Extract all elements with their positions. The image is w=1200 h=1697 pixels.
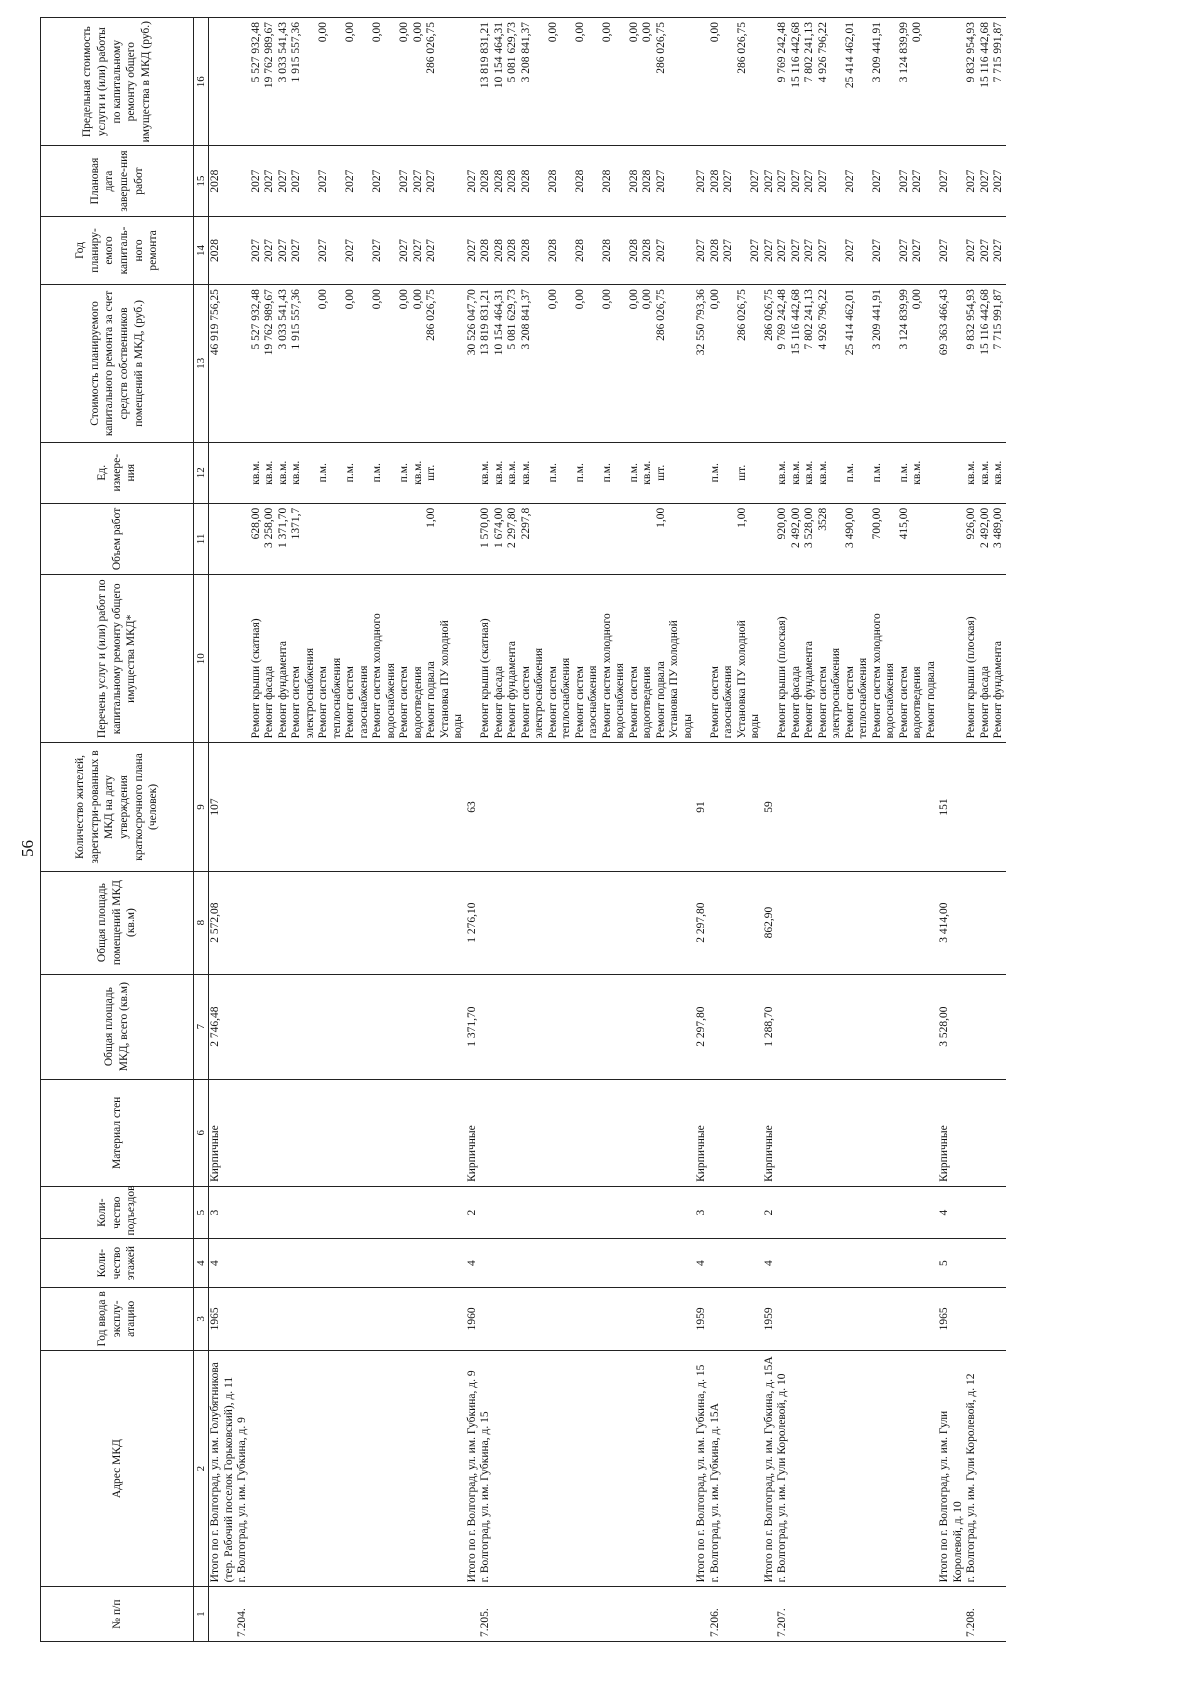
table-cell [479,1079,695,1186]
table-cell: 46 919 756,25 [209,285,237,443]
table-cell: 3 [209,1186,237,1239]
column-header: Год ввода в эксплу-атацию [41,1287,194,1350]
table-cell: г. Волгоград, ул. им. Гули Королевой, д. 12 [965,1350,1006,1587]
table-cell [466,18,480,146]
table-cell: 5 527 932,48 19 762 989,67 3 033 541,43 1 915 557,36 0,00 0,00 0,00 0,00 0,00 286 026,75 [250,285,466,443]
table-cell: 1959 [695,1287,709,1350]
table-row [938,18,965,1642]
column-number: 5 [194,1186,209,1239]
capital-repair-table [40,17,1006,1642]
table-cell [965,871,1006,974]
table-cell: 1960 [466,1287,480,1350]
table-cell: 1965 [209,1287,237,1350]
column-number: 7 [194,974,209,1079]
column-number: 10 [194,575,209,743]
table-cell: 926,00 2 492,00 3 489,00 [965,503,1006,574]
column-header: Коли-чество подъездов [41,1186,194,1239]
table-row [466,18,480,1642]
table-cell: Итого по г. Волгоград, ул. им. Голубятникова (тер. Рабочий поселок Горьковский), д. 11 [209,1350,237,1587]
table-cell: 2 746,48 [209,974,237,1079]
table-row [236,18,250,1642]
table-cell: 32 550 793,36 [695,285,709,443]
table-cell [776,1287,938,1350]
table-cell [209,18,237,146]
table-cell [709,1186,763,1239]
table-cell: 0,00 286 026,75 [709,285,763,443]
table-cell: 9 832 954,93 15 116 442,68 7 715 991,87 [965,18,1006,146]
column-number: 8 [194,871,209,974]
table-cell [776,974,938,1079]
table-cell [236,285,250,443]
table-cell: Кирпичные [763,1079,777,1186]
table-cell [763,503,777,574]
table-cell: 2028 2027 2027 [709,146,763,216]
table-cell: кв.м. кв.м. кв.м. [965,442,1006,503]
table-cell: 2027 [466,146,480,216]
table-cell [479,743,695,871]
table-cell: кв.м. кв.м. кв.м. кв.м. п.м. п.м. п.м. кв.м. [776,442,938,503]
table-cell [709,1239,763,1287]
table-cell [236,503,250,574]
table-cell: 2027 2027 2027 2027 2027 2027 2027 2027 2027 2027 [250,146,466,216]
table-cell [479,1239,695,1287]
table-cell [965,1079,1006,1186]
table-cell: 2027 [763,216,777,284]
table-cell: 63 [466,743,480,871]
table-cell [965,1287,1006,1350]
table-cell [250,1186,466,1239]
table-cell: 5 [938,1239,965,1287]
table-cell: 7.205. [479,1587,695,1642]
column-number: 6 [194,1079,209,1186]
table-row [763,18,777,1642]
column-header: Адрес МКД [41,1350,194,1587]
table-cell [965,1186,1006,1239]
table-cell: 69 363 466,43 [938,285,965,443]
table-cell [938,18,965,146]
table-cell [250,743,466,871]
table-cell: 13 819 831,21 10 154 464,31 5 081 629,73 3 208 841,37 0,00 0,00 0,00 0,00 0,00 286 026,75 [479,18,695,146]
table-cell: 0,00 286 026,75 [709,18,763,146]
table-cell [776,1239,938,1287]
table-cell [709,1079,763,1186]
column-header: Предельная стоимость услуги и (или) работы по капитальному ремонту общего имущества в МКД (руб.) [41,18,194,146]
table-cell: 107 [209,743,237,871]
table-cell [236,18,250,146]
table-cell: Кирпичные [466,1079,480,1186]
table-cell: 4 [695,1239,709,1287]
table-cell [236,974,250,1079]
table-cell: г. Волгоград, ул. им. Гули Королевой, д. 10 [776,1350,938,1587]
table-cell [709,871,763,974]
table-cell [250,1239,466,1287]
table-cell: Итого по г. Волгоград, ул. им. Гули Королевой, д. 10 [938,1350,965,1587]
table-cell [236,1287,250,1350]
table-cell: 151 [938,743,965,871]
table-cell: 9 832 954,93 15 116 442,68 7 715 991,87 [965,285,1006,443]
table-cell: 7.207. [776,1587,938,1642]
table-cell [709,743,763,871]
table-cell: 1 570,00 1 674,00 2 297,80 2297,8 1,00 [479,503,695,574]
table-cell: 628,00 3 258,00 1 371,70 1371,7 1,00 [250,503,466,574]
table-cell: 2027 2027 2027 2027 2027 2027 2027 2027 [776,146,938,216]
table-cell [236,146,250,216]
table-cell: Ремонт систем газоснабжения Установка ПУ холодной воды [709,575,763,743]
column-number: 11 [194,503,209,574]
table-cell [466,442,480,503]
table-cell: кв.м. кв.м. кв.м. кв.м. п.м. п.м. п.м. п.м. кв.м. шт. [479,442,695,503]
table-cell: Кирпичные [695,1079,709,1186]
table-row [209,18,237,1642]
table-cell [709,1287,763,1350]
column-number: 2 [194,1350,209,1587]
table-cell: Итого по г. Волгоград, ул. им. Губкина, д. 15А [763,1350,777,1587]
table-cell: Ремонт крыши (плоская) Ремонт фасада Ремонт фундамента Ремонт систем электроснабжения Ремонт систем теплоснабжения Ремонт систем холодного водоснабжения Ремонт систем водоотведения Ремонт подвала [776,575,938,743]
table-cell [250,974,466,1079]
table-cell: 4 [466,1239,480,1287]
table-cell: Кирпичные [209,1079,237,1186]
table-cell: 2027 2027 2027 2027 2027 2027 2027 2027 [776,216,938,284]
table-row [695,18,709,1642]
table-cell: 3 414,00 [938,871,965,974]
table-cell: 920,00 2 492,00 3 528,00 3528 3 490,00 700,00 415,00 [776,503,938,574]
table-cell: 2028 [209,146,237,216]
table-cell [479,1287,695,1350]
column-header: Общая площадь МКД, всего (кв.м) [41,974,194,1079]
table-cell [763,575,777,743]
table-cell: 4 [938,1186,965,1239]
table-cell: 9 769 242,48 15 116 442,68 7 802 241,13 4 926 796,22 25 414 462,01 3 209 441,91 3 124 839,99 0,00 [776,285,938,443]
table-cell [479,1186,695,1239]
table-cell: Кирпичные [938,1079,965,1186]
table-cell [250,1587,466,1642]
table-cell [236,1186,250,1239]
table-cell: 2028 [209,216,237,284]
table-cell [209,442,237,503]
table-cell: 2027 [695,146,709,216]
table-cell: г. Волгоград, ул. им. Губкина, д. 15 [479,1350,695,1587]
table-cell [776,743,938,871]
table-cell: Ремонт крыши (плоская) Ремонт фасада Ремонт фундамента [965,575,1006,743]
column-header: Материал стен [41,1079,194,1186]
table-cell: 1,00 [709,503,763,574]
table-cell: 2 297,80 [695,871,709,974]
table-row [776,18,938,1642]
table-cell: 7.206. [709,1587,763,1642]
column-number: 14 [194,216,209,284]
table-cell: 1965 [938,1287,965,1350]
table-cell [236,216,250,284]
table-cell: 2 [466,1186,480,1239]
table-cell [965,743,1006,871]
table-cell [965,974,1006,1079]
table-cell: г. Волгоград, ул. им. Губкина, д. 9 [236,1350,250,1587]
table-cell: 7.204. [236,1587,250,1642]
table-cell: 2 [763,1186,777,1239]
table-cell [938,503,965,574]
column-header: Стоимость планируемого капитального ремонта за счет средств собственников помещений в МКД, (руб.) [41,285,194,443]
table-cell: 2027 [695,216,709,284]
column-header: Плановая дата заверше-ния работ [41,146,194,216]
table-cell [695,18,709,146]
column-header: Перечень услуг и (или) работ по капитальному ремонту общего имущества МКД* [41,575,194,743]
column-header: № п/п [41,1587,194,1642]
table-cell [209,1587,237,1642]
table-cell [236,1239,250,1287]
page-number: 56 [18,840,37,857]
table-cell: 2027 2027 2027 2027 2027 2027 2027 2027 2027 2027 [250,216,466,284]
table-cell [763,442,777,503]
column-header: Ед. измере-ния [41,442,194,503]
table-cell: 9 769 242,48 15 116 442,68 7 802 241,13 4 926 796,22 25 414 462,01 3 209 441,91 3 124 839,99 0,00 [776,18,938,146]
table-cell: 2027 2027 2027 [965,146,1006,216]
table-cell [479,871,695,974]
table-cell [209,503,237,574]
table-cell [695,1587,709,1642]
table-cell: 2027 2027 2027 [965,216,1006,284]
table-cell [466,575,480,743]
table-cell [763,1587,777,1642]
table-cell: Итого по г. Волгоград, ул. им. Губкина, д. 15 [695,1350,709,1587]
table-row [709,18,763,1642]
column-header: Количество жителей, зарегистри-рованных в МКД на дату утверждения краткосрочного плана (человек) [41,743,194,871]
column-number-row [194,18,209,1642]
table-cell: Ремонт крыши (скатная) Ремонт фасада Ремонт фундамента Ремонт систем электроснабжения Ремонт систем теплоснабжения Ремонт систем газоснабжения Ремонт систем холодного водоснабжения Ремонт систем водоотведения Ремонт подвала Установка ПУ холодной воды [479,575,695,743]
column-header: Общая площадь помещений МКД (кв.м) [41,871,194,974]
table-cell: 2027 [938,216,965,284]
table-cell: 1 371,70 [466,974,480,1079]
table-row [250,18,466,1642]
column-number: 4 [194,1239,209,1287]
table-row [965,18,1006,1642]
table-cell: 2 297,80 [695,974,709,1079]
table-cell [709,974,763,1079]
table-cell: 30 526 047,70 [466,285,480,443]
table-cell [695,442,709,503]
table-cell [479,974,695,1079]
table-cell: г. Волгоград, ул. им. Губкина, д. 15А [709,1350,763,1587]
column-number: 3 [194,1287,209,1350]
table-cell [236,871,250,974]
table-cell: 1 288,70 [763,974,777,1079]
table-cell: 7.208. [965,1587,1006,1642]
table-row [479,18,695,1642]
table-cell [236,743,250,871]
table-cell [236,442,250,503]
table-cell: Ремонт крыши (скатная) Ремонт фасада Ремонт фундамента Ремонт систем электроснабжения Ремонт систем теплоснабжения Ремонт систем газоснабжения Ремонт систем холодного водоснабжения Ремонт систем водоотведения Ремонт подвала Установка ПУ холодной воды [250,575,466,743]
table-cell [250,1350,466,1587]
table-cell: 2028 2027 2027 [709,216,763,284]
table-cell: 1 276,10 [466,871,480,974]
column-number: 12 [194,442,209,503]
table-cell [250,871,466,974]
table-cell [938,1587,965,1642]
table-cell: 4 [209,1239,237,1287]
column-header: Год планиру-емого капиталь-ного ремонта [41,216,194,284]
header-row [41,18,194,1642]
table-cell [695,503,709,574]
table-cell [236,1079,250,1186]
table-cell: 1959 [763,1287,777,1350]
column-number: 1 [194,1587,209,1642]
table-cell [695,575,709,743]
table-cell [466,1587,480,1642]
table-cell: 2028 2028 2028 2028 2028 2028 2028 2028 2028 2027 [479,216,695,284]
table-cell [965,1239,1006,1287]
table-cell [763,18,777,146]
table-cell: 5 527 932,48 19 762 989,67 3 033 541,43 1 915 557,36 0,00 0,00 0,00 0,00 0,00 286 026,75 [250,18,466,146]
table-cell [209,575,237,743]
table-cell: 862,90 [763,871,777,974]
table-cell [776,871,938,974]
table-cell [250,1287,466,1350]
column-number: 15 [194,146,209,216]
column-header: Объем работ [41,503,194,574]
table-cell [466,503,480,574]
table-cell: 13 819 831,21 10 154 464,31 5 081 629,73 3 208 841,37 0,00 0,00 0,00 0,00 0,00 286 026,75 [479,285,695,443]
table-cell: 2027 [938,146,965,216]
column-header: Коли-чество этажей [41,1239,194,1287]
column-number: 13 [194,285,209,443]
table-cell: 59 [763,743,777,871]
column-number: 16 [194,18,209,146]
table-cell: 2027 [763,146,777,216]
table-cell: 286 026,75 [763,285,777,443]
column-number: 9 [194,743,209,871]
table-cell [236,575,250,743]
table-cell: 4 [763,1239,777,1287]
table-cell [776,1079,938,1186]
table-cell [938,575,965,743]
table-cell [250,1079,466,1186]
table-cell: 91 [695,743,709,871]
table-cell: п.м. шт. [709,442,763,503]
table-cell: Итого по г. Волгоград, ул. им. Губкина, д. 9 [466,1350,480,1587]
table-cell [776,1186,938,1239]
table-cell: кв.м. кв.м. кв.м. кв.м. п.м. п.м. п.м. п.м. кв.м. шт. [250,442,466,503]
table-cell: 2027 [466,216,480,284]
table-cell: 2 572,08 [209,871,237,974]
table-cell: 3 [695,1186,709,1239]
table-cell [938,442,965,503]
table-cell: 3 528,00 [938,974,965,1079]
table-cell: 2028 2028 2028 2028 2028 2028 2028 2028 2028 2027 [479,146,695,216]
table-body [209,18,1006,1642]
